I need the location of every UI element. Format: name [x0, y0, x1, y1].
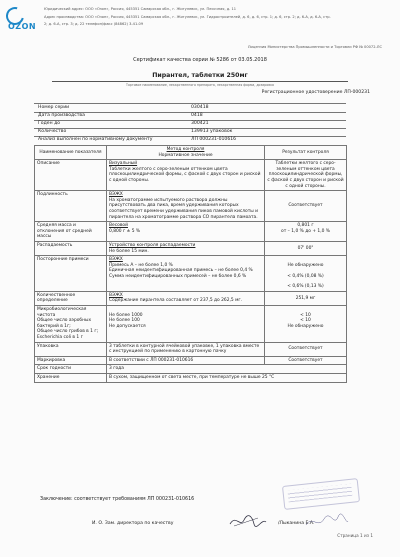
specification-table [34, 145, 347, 383]
row-norm [107, 241, 265, 255]
row-name: Количественное определение [35, 291, 107, 305]
row-norm [107, 160, 265, 191]
row-norm-text: 3 таблетки в контурной ячейковой упаковке, 1 упаковка вместе с инструкцией по применению в картонную пачку [109, 343, 260, 355]
row-norm [107, 256, 265, 292]
row-norm-text: В сухом, защищенном от света месте, при температуре не выше 25 °С [109, 375, 275, 380]
header-name: Наименование показателя [35, 146, 107, 160]
row-result-text: < 10 [300, 312, 311, 318]
row-norm [107, 222, 265, 242]
row-result [265, 306, 347, 343]
row-norm [107, 374, 347, 383]
row-result [265, 342, 347, 356]
handwritten-name-scribble-icon [276, 511, 350, 533]
row-norm-text: Не более 15 мин. [109, 248, 149, 254]
row-method: Устройство контроля распадаемости [109, 242, 196, 248]
row-norm-text: Не более 1000 [109, 312, 143, 318]
production-date-label: Дата производства [38, 113, 85, 118]
row-name: Распадаемость [35, 241, 107, 255]
quantity-value: 139913 упаковок [191, 129, 233, 134]
row-norm-text: На хроматограмме испытуемого раствора должны присутствовать два пика, время удерживания которых соответствует времени удерживания пиков памовой кислоты и пирантела на хроматограмме раствора СО пирантела памоата. [109, 197, 258, 220]
row-result-text: Не обнаружено [287, 323, 324, 329]
logo-text: OZON [8, 22, 37, 31]
row-name: Средняя масса и отклонения от средней массы [35, 222, 107, 242]
stamp [282, 478, 360, 510]
row-result [265, 356, 347, 365]
legal-address: Юридический адрес: ООО «Озон», Россия, 445351 Самарская обл., г. Жигулевск, ул. Песочная, д. 11 [44, 7, 237, 11]
row-result-text: Соответствует [288, 346, 323, 352]
quantity-label: Количество [38, 129, 67, 134]
row-name-line: Общее число аэробных бактерий в 1г; [37, 318, 92, 329]
row-norm-text: В соответствии с ЛП 000231-010616 [109, 357, 194, 363]
header-norm: Нормативное значение [158, 152, 213, 158]
table-header-row [35, 146, 347, 160]
info-rule [34, 120, 346, 121]
conclusion: Заключение: соответствует требованиям ЛП 000231-010616 [40, 497, 195, 502]
table-row [35, 241, 347, 255]
row-result [265, 160, 347, 191]
row-result [265, 222, 347, 242]
expiry-label: Годен до [38, 121, 61, 126]
header-method: Метод контроля [166, 147, 205, 152]
row-result [265, 256, 347, 292]
row-name-line: Микробиологическая чистота [37, 307, 87, 318]
row-name [35, 306, 107, 343]
row-norm-text: 3 года [109, 366, 124, 372]
batch-number-label: Номер серии [38, 105, 70, 110]
row-result-text: < 0,4% (0,08 %) [287, 273, 324, 279]
product-subtitle: Торговое наименование, лекарственного препарата, лекарственная форма, дозировка [126, 83, 274, 87]
row-norm-text: Содержание пирантела составляет от 237,5 до 262,5 мг. [109, 298, 243, 304]
table-row [35, 256, 347, 292]
table-row [35, 306, 347, 343]
row-result-text: 0,801 г [297, 223, 314, 229]
row-result-text: Таблетки желтого с серо-зеленым оттенком цвета плоскоцилиндрической формы, с фаской с двух сторон и риской с одной стороны. [267, 161, 344, 189]
signer-name: /Лыканина Е.А. [278, 521, 315, 526]
title-underline [52, 81, 348, 82]
row-result [265, 191, 347, 222]
license: Лицензия Министерства Промышленности и Торговли РФ № 00072-ЛС [247, 45, 382, 49]
page-number: Страница 1 из 1 [337, 533, 373, 538]
row-name: Срок годности [35, 365, 107, 374]
row-result-text: 251,9 мг [295, 295, 316, 301]
row-name: Описание [35, 160, 107, 191]
row-result-text: 07' 00" [297, 245, 314, 251]
row-result [265, 241, 347, 255]
signature-title: И. О. Зам. директора по качеству [92, 521, 174, 526]
production-date-value: 0418 [191, 113, 203, 118]
row-norm [107, 356, 265, 365]
row-norm-text: Не допускается [109, 323, 146, 329]
table-row [35, 291, 347, 305]
row-norm-text: Примесь А – не более 1,0 % [109, 262, 173, 268]
row-result-text: Соответствует [288, 203, 323, 209]
row-result-text: < 10 [300, 318, 311, 324]
row-name: Маркировка [35, 356, 107, 365]
table-row [35, 374, 347, 383]
row-norm-text: Единичная неидентифицированная примесь – не более 0,4 % [109, 268, 253, 274]
row-result-text: Соответствует [288, 357, 323, 363]
normative-doc-value: ЛП 000231-010616 [191, 137, 237, 142]
row-name: Упаковка [35, 342, 107, 356]
table-row [35, 160, 347, 191]
row-name-line: Общее число грибов в 1 г; [37, 329, 99, 335]
normative-doc-label: Анализ выполнен по нормативному документу [38, 137, 153, 142]
row-result-text: Не обнаружено [287, 263, 324, 269]
expiry-value: 300421 [191, 121, 209, 126]
row-norm-text: Не более 100 [109, 318, 140, 324]
row-method: Визуальный [109, 161, 138, 167]
table-row [35, 356, 347, 365]
row-norm [107, 191, 265, 222]
production-address-cont: 2; д. 6-А, стр. 3; д. 22 телефон/факс (84862) 3-41-09 [44, 22, 144, 26]
row-name: Подлинность [35, 191, 107, 222]
row-result-text: от – 1,0 % до + 1,0 % [281, 228, 330, 234]
row-name: Посторонние примеси [35, 256, 107, 292]
production-address: Адрес производства: ООО «Озон», Россия, 445351 Самарская обл., г. Жигулевск, ул. Гидростроителей, д. 6, д. 6, стр. 1; д. 6, стр. 2; д. 6-А, д. 6-А, стр. [44, 15, 331, 19]
info-top-rule [34, 103, 346, 104]
stamp-text-lines [287, 484, 352, 503]
info-rule [34, 128, 346, 129]
row-method: ВЭЖХ [109, 192, 123, 198]
row-norm-text: 0,800 г ± 5 % [109, 228, 141, 234]
registration-certificate: Регистрационное удостоверение ЛП-000231 [261, 90, 370, 95]
row-result [265, 291, 347, 305]
row-norm [107, 306, 265, 343]
table-row [35, 365, 347, 374]
product-title: Пирантел, таблетки 250мг [152, 72, 248, 79]
row-result-text: < 0,6% (0,13 %) [287, 284, 324, 290]
row-method: Весовой [109, 223, 128, 229]
row-method: ВЭЖХ [109, 257, 123, 263]
header-result: Результат контроля [265, 146, 347, 160]
row-name: Хранение [35, 374, 107, 383]
row-norm-text: Сумма неидентифицированных примесей – не более 0,6 % [109, 273, 247, 279]
row-norm [107, 365, 347, 374]
row-norm [107, 342, 265, 356]
table-row [35, 222, 347, 242]
table-row [35, 342, 347, 356]
row-norm [107, 291, 265, 305]
table-row [35, 191, 347, 222]
row-norm-text: Таблетки желтого с серо-зеленым оттенком цвета плоскоцилиндрической формы, с фаской с двух сторон и риской с одной стороны. [109, 166, 261, 183]
row-name-line: Escherichia coli в 1 г [37, 335, 83, 341]
signature-scribble-icon [228, 512, 268, 530]
row-method: ВЭЖХ [109, 292, 123, 298]
header-method-norm [107, 146, 265, 160]
batch-number-value: 030418 [191, 105, 209, 110]
certificate-number: Сертификат качества серии № 5286 от 03.05.2018 [133, 57, 267, 63]
